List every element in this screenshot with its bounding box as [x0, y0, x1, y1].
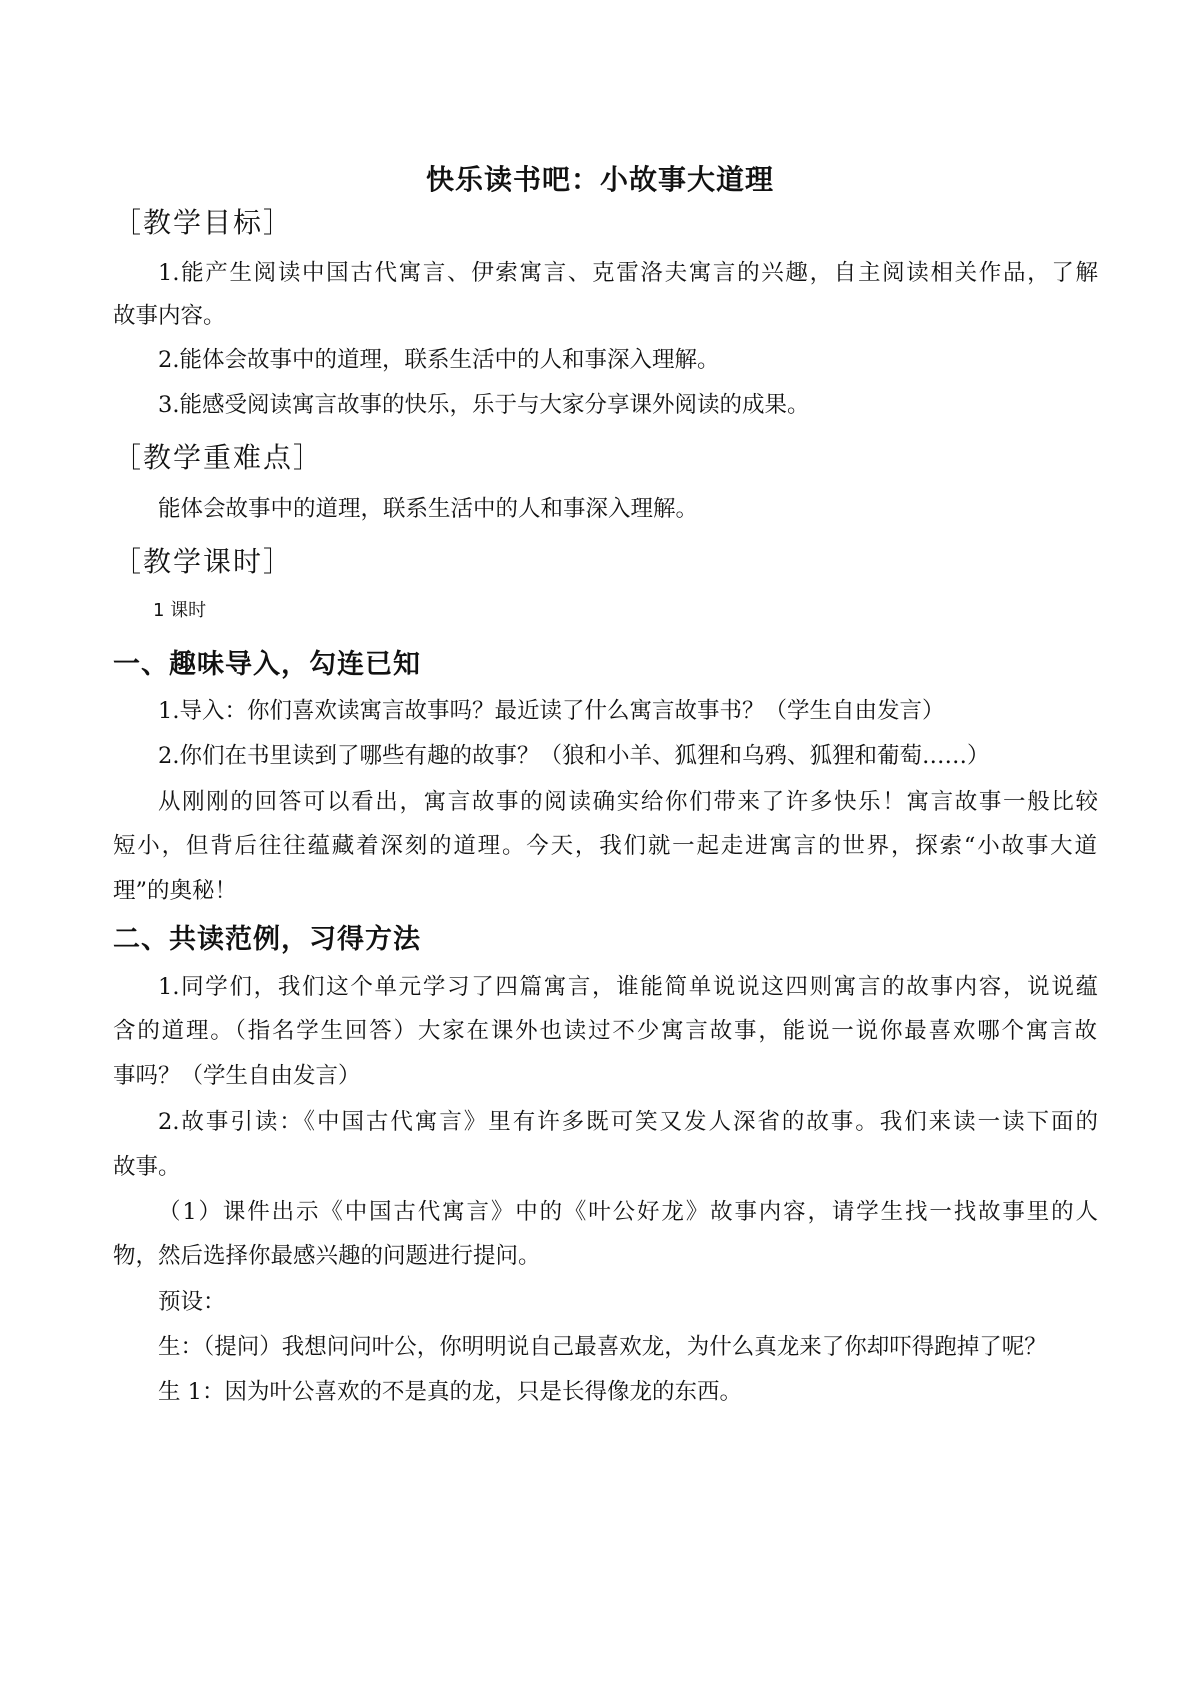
- goal-2: 2.能体会故事中的道理，联系生活中的人和事深入理解。: [158, 347, 720, 373]
- part-2-paragraph-3-line-1: （1）课件出示《中国古代寓言》中的《叶公好龙》故事内容，请学生找一找故事里的人: [158, 1199, 1098, 1225]
- part-2-paragraph-1-line-1: 1.同学们，我们这个单元学习了四篇寓言，谁能简单说说这四则寓言的故事内容，说说蕴: [158, 974, 1098, 1000]
- page-title: 快乐读书吧：小故事大道理: [425, 163, 774, 196]
- part-1-paragraph-3-line-3: 理”的奥秘！: [113, 878, 238, 904]
- preset-label: 预设：: [158, 1289, 226, 1315]
- part-2-paragraph-1-line-2: 含的道理。（指名学生回答）大家在课外也读过不少寓言故事，能说一说你最喜欢哪个寓言故: [113, 1018, 1097, 1044]
- goal-3: 3.能感受阅读寓言故事的快乐，乐于与大家分享课外阅读的成果。: [158, 392, 810, 418]
- part-2-heading: 二、共读范例，习得方法: [113, 924, 421, 955]
- student-question: 生：（提问）我想问问叶公，你明明说自己最喜欢龙，为什么真龙来了你却吓得跑掉了呢？: [158, 1334, 1047, 1360]
- part-2-paragraph-3-line-2: 物，然后选择你最感兴趣的问题进行提问。: [113, 1243, 541, 1269]
- class-hours-text: 1 课时: [153, 600, 207, 621]
- part-2-paragraph-2-line-1: 2.故事引读：《中国古代寓言》里有许多既可笑又发人深省的故事。我们来读一读下面的: [158, 1109, 1098, 1135]
- student-1-answer: 生 1：因为叶公喜欢的不是真的龙，只是长得像龙的东西。: [158, 1379, 742, 1405]
- part-2-paragraph-1-line-3: 事吗？（学生自由发言）: [113, 1063, 361, 1089]
- part-1-paragraph-3-line-2: 短小，但背后往往蕴藏着深刻的道理。今天，我们就一起走进寓言的世界，探索“小故事大道: [113, 833, 1097, 859]
- goal-1-line-1: 1.能产生阅读中国古代寓言、伊索寓言、克雷洛夫寓言的兴趣，自主阅读相关作品，了解: [158, 260, 1098, 286]
- part-1-paragraph-3-line-1: 从刚刚的回答可以看出，寓言故事的阅读确实给你们带来了许多快乐！寓言故事一般比较: [158, 789, 1098, 815]
- part-1-heading: 一、趣味导入，勾连已知: [113, 649, 421, 680]
- part-1-paragraph-2: 2.你们在书里读到了哪些有趣的故事？（狼和小羊、狐狸和乌鸦、狐狸和葡萄……）: [158, 743, 990, 769]
- section-heading-goals: ［教学目标］: [113, 206, 294, 239]
- part-1-paragraph-1: 1.导入：你们喜欢读寓言故事吗？最近读了什么寓言故事书？（学生自由发言）: [158, 698, 945, 724]
- goal-1-line-2: 故事内容。: [113, 303, 226, 329]
- section-heading-key-points: ［教学重难点］: [113, 441, 324, 474]
- section-heading-class-hours: ［教学课时］: [113, 545, 294, 578]
- part-2-paragraph-2-line-2: 故事。: [113, 1154, 181, 1180]
- key-point-text: 能体会故事中的道理，联系生活中的人和事深入理解。: [158, 496, 699, 522]
